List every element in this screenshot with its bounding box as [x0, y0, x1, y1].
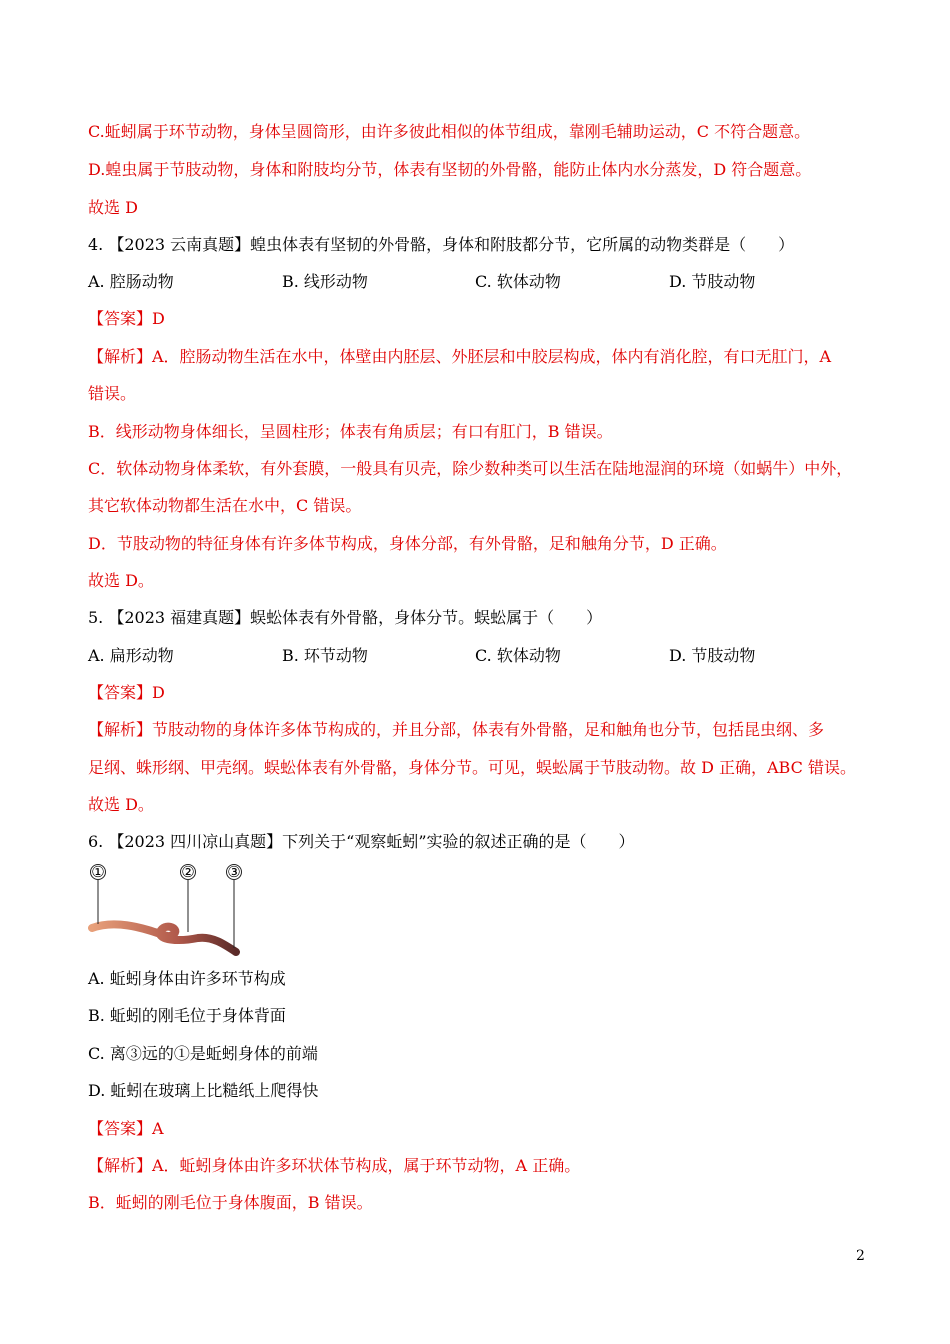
q4-option-c: C. 软体动物 [475, 272, 561, 291]
q6-option-b: B. 蚯蚓的刚毛位于身体背面 [88, 1006, 286, 1025]
q4-option-b: B. 线形动物 [282, 272, 368, 291]
page-number: 2 [856, 1248, 865, 1264]
q6-analysis-a: 【解析】A．蚯蚓身体由许多环状体节构成，属于环节动物，A 正确。 [88, 1156, 581, 1175]
q4-analysis-a-line2: 错误。 [88, 384, 137, 403]
q4-analysis-a-line1: 【解析】A．腔肠动物生活在水中，体壁由内胚层、外胚层和中胶层构成，体内有消化腔，有口无肛门，A [88, 347, 832, 366]
q5-option-b: B. 环节动物 [282, 646, 368, 665]
q4-option-a: A. 腔肠动物 [88, 272, 174, 291]
q4-analysis-c-line1: C．软体动物身体柔软，有外套膜，一般具有贝壳，除少数种类可以生活在陆地湿润的环境（如蜗牛）中外， [88, 459, 853, 478]
q4-answer: 【答案】D [88, 309, 165, 328]
q6-option-a: A. 蚯蚓身体由许多环节构成 [88, 969, 286, 988]
label-1: ① [91, 864, 105, 881]
q6-stem: 6. 【2023 四川凉山真题】下列关于“观察蚯蚓”实验的叙述正确的是（ ） [88, 832, 635, 851]
q5-stem: 5. 【2023 福建真题】蜈蚣体表有外骨骼，身体分节。蜈蚣属于（ ） [88, 608, 603, 627]
q4-analysis-b: B．线形动物身体细长，呈圆柱形；体表有角质层；有口有肛门，B 错误。 [88, 422, 613, 441]
q6-analysis-b: B．蚯蚓的刚毛位于身体腹面，B 错误。 [88, 1193, 373, 1212]
q3-conclusion: 故选 D [88, 198, 138, 217]
q6-option-d: D. 蚯蚓在玻璃上比糙纸上爬得快 [88, 1081, 319, 1100]
q3-analysis-d: D.蝗虫属于节肢动物，身体和附肢均分节，体表有坚韧的外骨骼，能防止体内水分蒸发，D 符合题意。 [88, 160, 812, 179]
q5-option-a: A. 扁形动物 [88, 646, 174, 665]
q5-analysis-line1: 【解析】节肢动物的身体许多体节构成的，并且分部，体表有外骨骼，足和触角也分节，包括昆虫纲、多 [88, 720, 825, 739]
q6-answer: 【答案】A [88, 1119, 164, 1138]
q4-analysis-c-line2: 其它软体动物都生活在水中，C 错误。 [88, 496, 362, 515]
q6-option-c: C. 离③远的①是蚯蚓身体的前端 [88, 1044, 318, 1063]
q5-option-d: D. 节肢动物 [669, 646, 756, 665]
q5-analysis-line2: 足纲、蛛形纲、甲壳纲。蜈蚣体表有外骨骼，身体分节。可见，蜈蚣属于节肢动物。故 D 正确，ABC 错误。 [88, 758, 856, 777]
q5-option-c: C. 软体动物 [475, 646, 561, 665]
q4-option-d: D. 节肢动物 [669, 272, 756, 291]
q5-answer: 【答案】D [88, 683, 165, 702]
earthworm-body [92, 924, 236, 952]
label-3: ③ [227, 864, 241, 881]
earthworm-figure [88, 864, 248, 960]
q4-conclusion: 故选 D。 [88, 571, 154, 590]
q4-stem: 4. 【2023 云南真题】蝗虫体表有坚韧的外骨骼，身体和附肢都分节，它所属的动物类群是（ ） [88, 235, 795, 254]
q3-analysis-c: C.蚯蚓属于环节动物，身体呈圆筒形，由许多彼此相似的体节组成，靠刚毛辅助运动，C 不符合题意。 [88, 122, 811, 141]
q5-conclusion: 故选 D。 [88, 795, 154, 814]
label-2: ② [181, 864, 195, 881]
q4-analysis-d: D．节肢动物的特征身体有许多体节构成，身体分部，有外骨骼，足和触角分节，D 正确。 [88, 534, 727, 553]
